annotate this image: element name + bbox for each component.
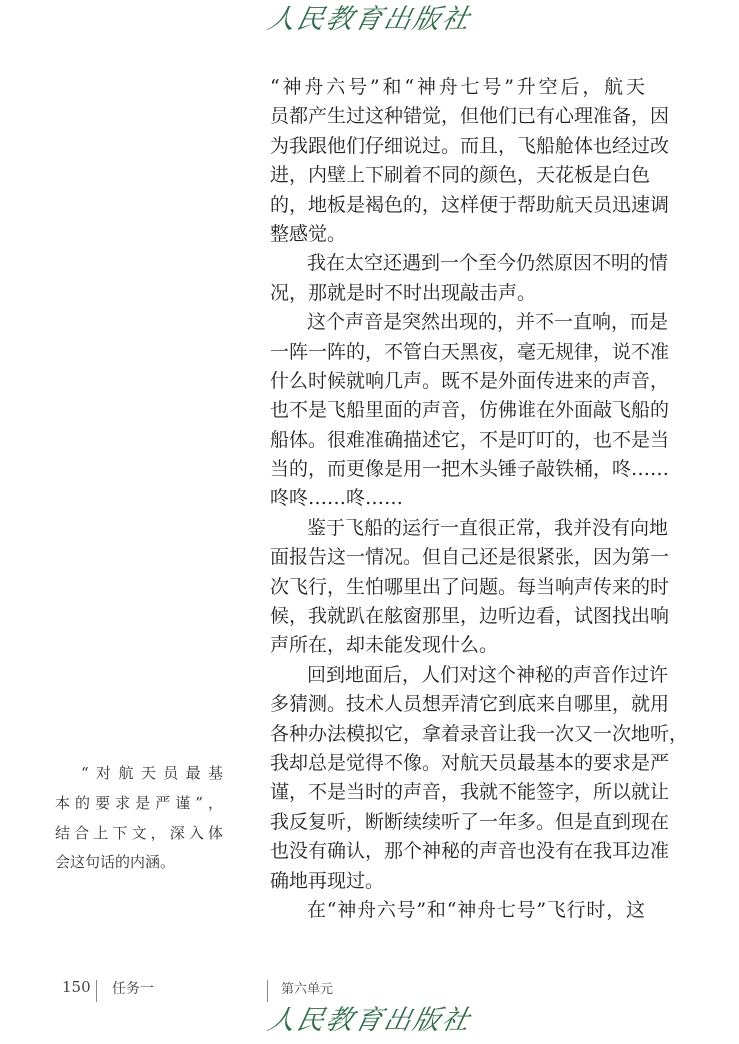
side-note-line: 会这句话的内涵。 [55, 853, 176, 872]
side-note-line: “对航天员最基 [81, 764, 223, 782]
paragraph-line: 声所在，却未能发现什么。 [270, 634, 499, 657]
paragraph-line: 也没有确认，那个神秘的声音也没有在我耳边准 [270, 840, 670, 863]
publisher-logo-top: 人民教育出版社 [264, 4, 475, 35]
paragraph-line: 为我跟他们仔细说过。而且，飞船舱体也经过改 [270, 134, 670, 157]
paragraph-line: 鉴于飞船的运行一直很正常，我并没有向地 [307, 516, 669, 539]
paragraph-line: 回到地面后，人们对这个神秘的声音作过许 [307, 663, 669, 686]
footer-divider [267, 980, 268, 1002]
paragraph-line: 这个声音是突然出现的，并不一直响，而是 [307, 311, 669, 334]
side-note-line: 结合上下文，深入体 [55, 823, 223, 842]
paragraph-line: 一阵一阵的，不管白天黑夜，毫无规律，说不准 [270, 340, 670, 363]
paragraph-line: 各种办法模拟它，拿着录音让我一次又一次地听， [270, 722, 689, 745]
paragraph-line: 我反复听，断断续续听了一年多。但是直到现在 [270, 810, 670, 833]
paragraph-line: 我在太空还遇到一个至今仍然原因不明的情 [307, 252, 669, 275]
paragraph-line: 谨，不是当时的声音，我就不能签字，所以就让 [270, 781, 670, 804]
side-note-line: 本的要求是严谨”， [55, 793, 223, 812]
paragraph-line: 确地再现过。 [270, 869, 385, 892]
paragraph-line: 员都产生过这种错觉，但他们已有心理准备，因 [270, 105, 670, 128]
paragraph-line: 多猜测。技术人员想弄清它到底来自哪里，就用 [270, 693, 670, 716]
footer-unit: 第六单元 [281, 982, 334, 997]
side-note [55, 759, 223, 878]
paragraph-line: 进，内壁上下刷着不同的颜色，天花板是白色 [270, 164, 651, 187]
footer-section: 任务一 [112, 981, 154, 997]
main-text [270, 73, 689, 925]
paragraph-line: 船体。很难准确描述它，不是叮叮的，也不是当 [270, 428, 670, 451]
paragraph-line: 在“神舟六号”和“神舟七号”飞行时，这 [307, 898, 645, 921]
paragraph-line: 咚咚……咚…… [270, 487, 404, 510]
publisher-logo-bottom: 人民教育出版社 [264, 1005, 475, 1036]
paragraph-line: 面报告这一情况。但自己还是很紧张，因为第一 [270, 546, 670, 569]
paragraph-line: 我却总是觉得不像。对航天员最基本的要求是严 [270, 751, 670, 774]
footer-divider [96, 980, 97, 1002]
paragraph-line: 什么时候就响几声。既不是外面传进来的声音， [270, 369, 670, 392]
paragraph-line: 当的，而更像是用一把木头锤子敲铁桶，咚…… [270, 458, 670, 481]
paragraph-line: 次飞行，生怕哪里出了问题。每当响声传来的时 [270, 575, 670, 598]
paragraph-line: 也不是飞船里面的声音，仿佛谁在外面敲飞船的 [270, 399, 670, 422]
paragraph-line: 的，地板是褐色的，这样便于帮助航天员迅速调 [270, 193, 670, 216]
paragraph-line: 候，我就趴在舷窗那里，边听边看，试图找出响 [270, 605, 670, 628]
paragraph-line: “神舟六号”和“神舟七号”升空后，航天 [270, 76, 645, 98]
paragraph-line: 况，那就是时不时出现敲击声。 [270, 281, 537, 304]
page-number: 150 [62, 978, 91, 996]
paragraph-line: 整感觉。 [270, 222, 347, 245]
